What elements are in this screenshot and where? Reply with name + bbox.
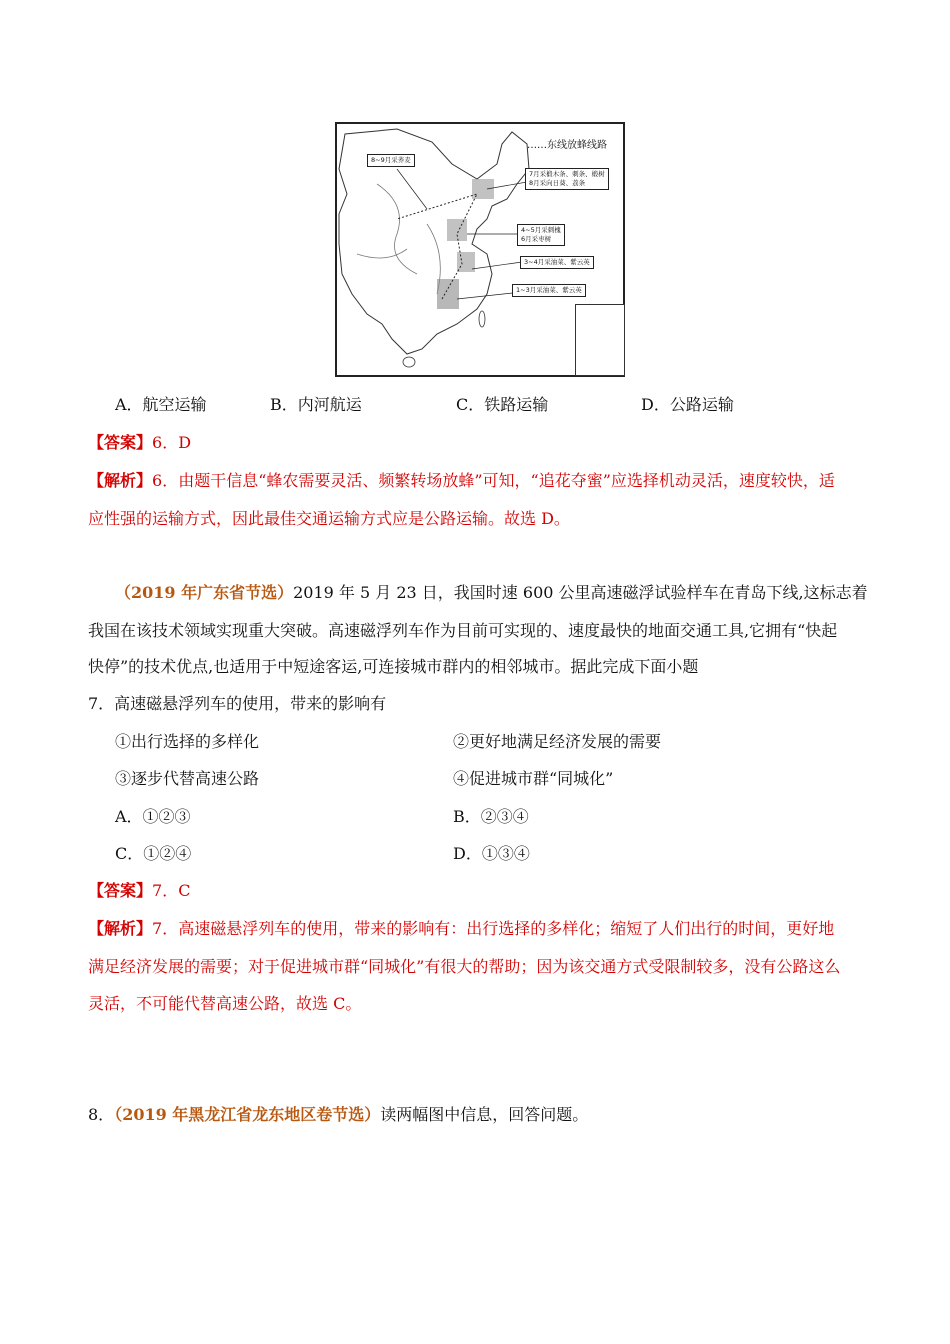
q7-answer: 【答案】7．C [88, 881, 191, 900]
q6-answer: 【答案】6．D [88, 433, 192, 452]
passage-line-2: 我国在该技术领域实现重大突破。高速磁浮列车作为目前可实现的、速度最快的地面交通工具,它拥有“快起 [88, 621, 838, 640]
map-label-box: 8~9月采荞麦 [367, 154, 415, 167]
q7-analysis-cont-1: 满足经济发展的需要；对于促进城市群“同城化”有很大的帮助；因为该交通方式受限制较多，没有公路这么 [88, 957, 841, 976]
bee-route-map [335, 122, 625, 377]
q6-option-b: B．内河航运 [270, 395, 362, 414]
south-china-sea-inset [575, 304, 625, 376]
map-legend: ……东线放蜂线路 [527, 140, 607, 151]
q6-analysis-cont: 应性强的运输方式，因此最佳交通运输方式应是公路运输。故选 D。 [88, 509, 570, 528]
passage-line-1: （2019 年广东省节选）2019 年 5 月 23 日，我国时速 600 公里高速磁浮试验样车在青岛下线,这标志着 [115, 583, 868, 602]
q7-stem: 7．高速磁悬浮列车的使用，带来的影响有 [88, 694, 387, 713]
q7-item-2: ②更好地满足经济发展的需要 [453, 732, 662, 751]
q6-analysis: 【解析】6．由题干信息“蜂农需要灵活、频繁转场放蜂”可知，“追花夺蜜”应选择机动灵活，速度较快，适 [88, 471, 835, 490]
passage-line-3: 快停”的技术优点,也适用于中短途客运,可连接城市群内的相邻城市。据此完成下面小题 [88, 657, 699, 676]
q7-item-1: ①出行选择的多样化 [115, 732, 260, 751]
q6-option-d: D．公路运输 [641, 395, 734, 414]
q7-option-c: C．①②④ [115, 844, 192, 863]
map-label-box: 4~5月采刺槐 6月采枣树 [517, 224, 565, 246]
map-label-box: 1~3月采油菜、紫云英 [512, 284, 586, 297]
q8-stem: 8．（2019 年黑龙江省龙东地区卷节选）读两幅图中信息，回答问题。 [88, 1105, 589, 1124]
q7-option-d: D．①③④ [453, 844, 530, 863]
map-label-box: 3~4月采油菜、紫云英 [520, 256, 594, 269]
q6-option-c: C．铁路运输 [456, 395, 549, 414]
q7-item-4: ④促进城市群“同城化” [453, 769, 614, 788]
q7-analysis-cont-2: 灵活，不可能代替高速公路，故选 C。 [88, 994, 362, 1013]
q7-analysis: 【解析】7．高速磁悬浮列车的使用，带来的影响有：出行选择的多样化；缩短了人们出行的时间，更好地 [88, 919, 835, 938]
q7-option-a: A．①②③ [115, 807, 191, 826]
map-label-box: 7月采椴木条、刺条、椴树 8月采向日葵、荔条 [525, 168, 609, 190]
q7-option-b: B．②③④ [453, 807, 529, 826]
q6-option-a: A．航空运输 [115, 395, 207, 414]
q7-item-3: ③逐步代替高速公路 [115, 769, 260, 788]
